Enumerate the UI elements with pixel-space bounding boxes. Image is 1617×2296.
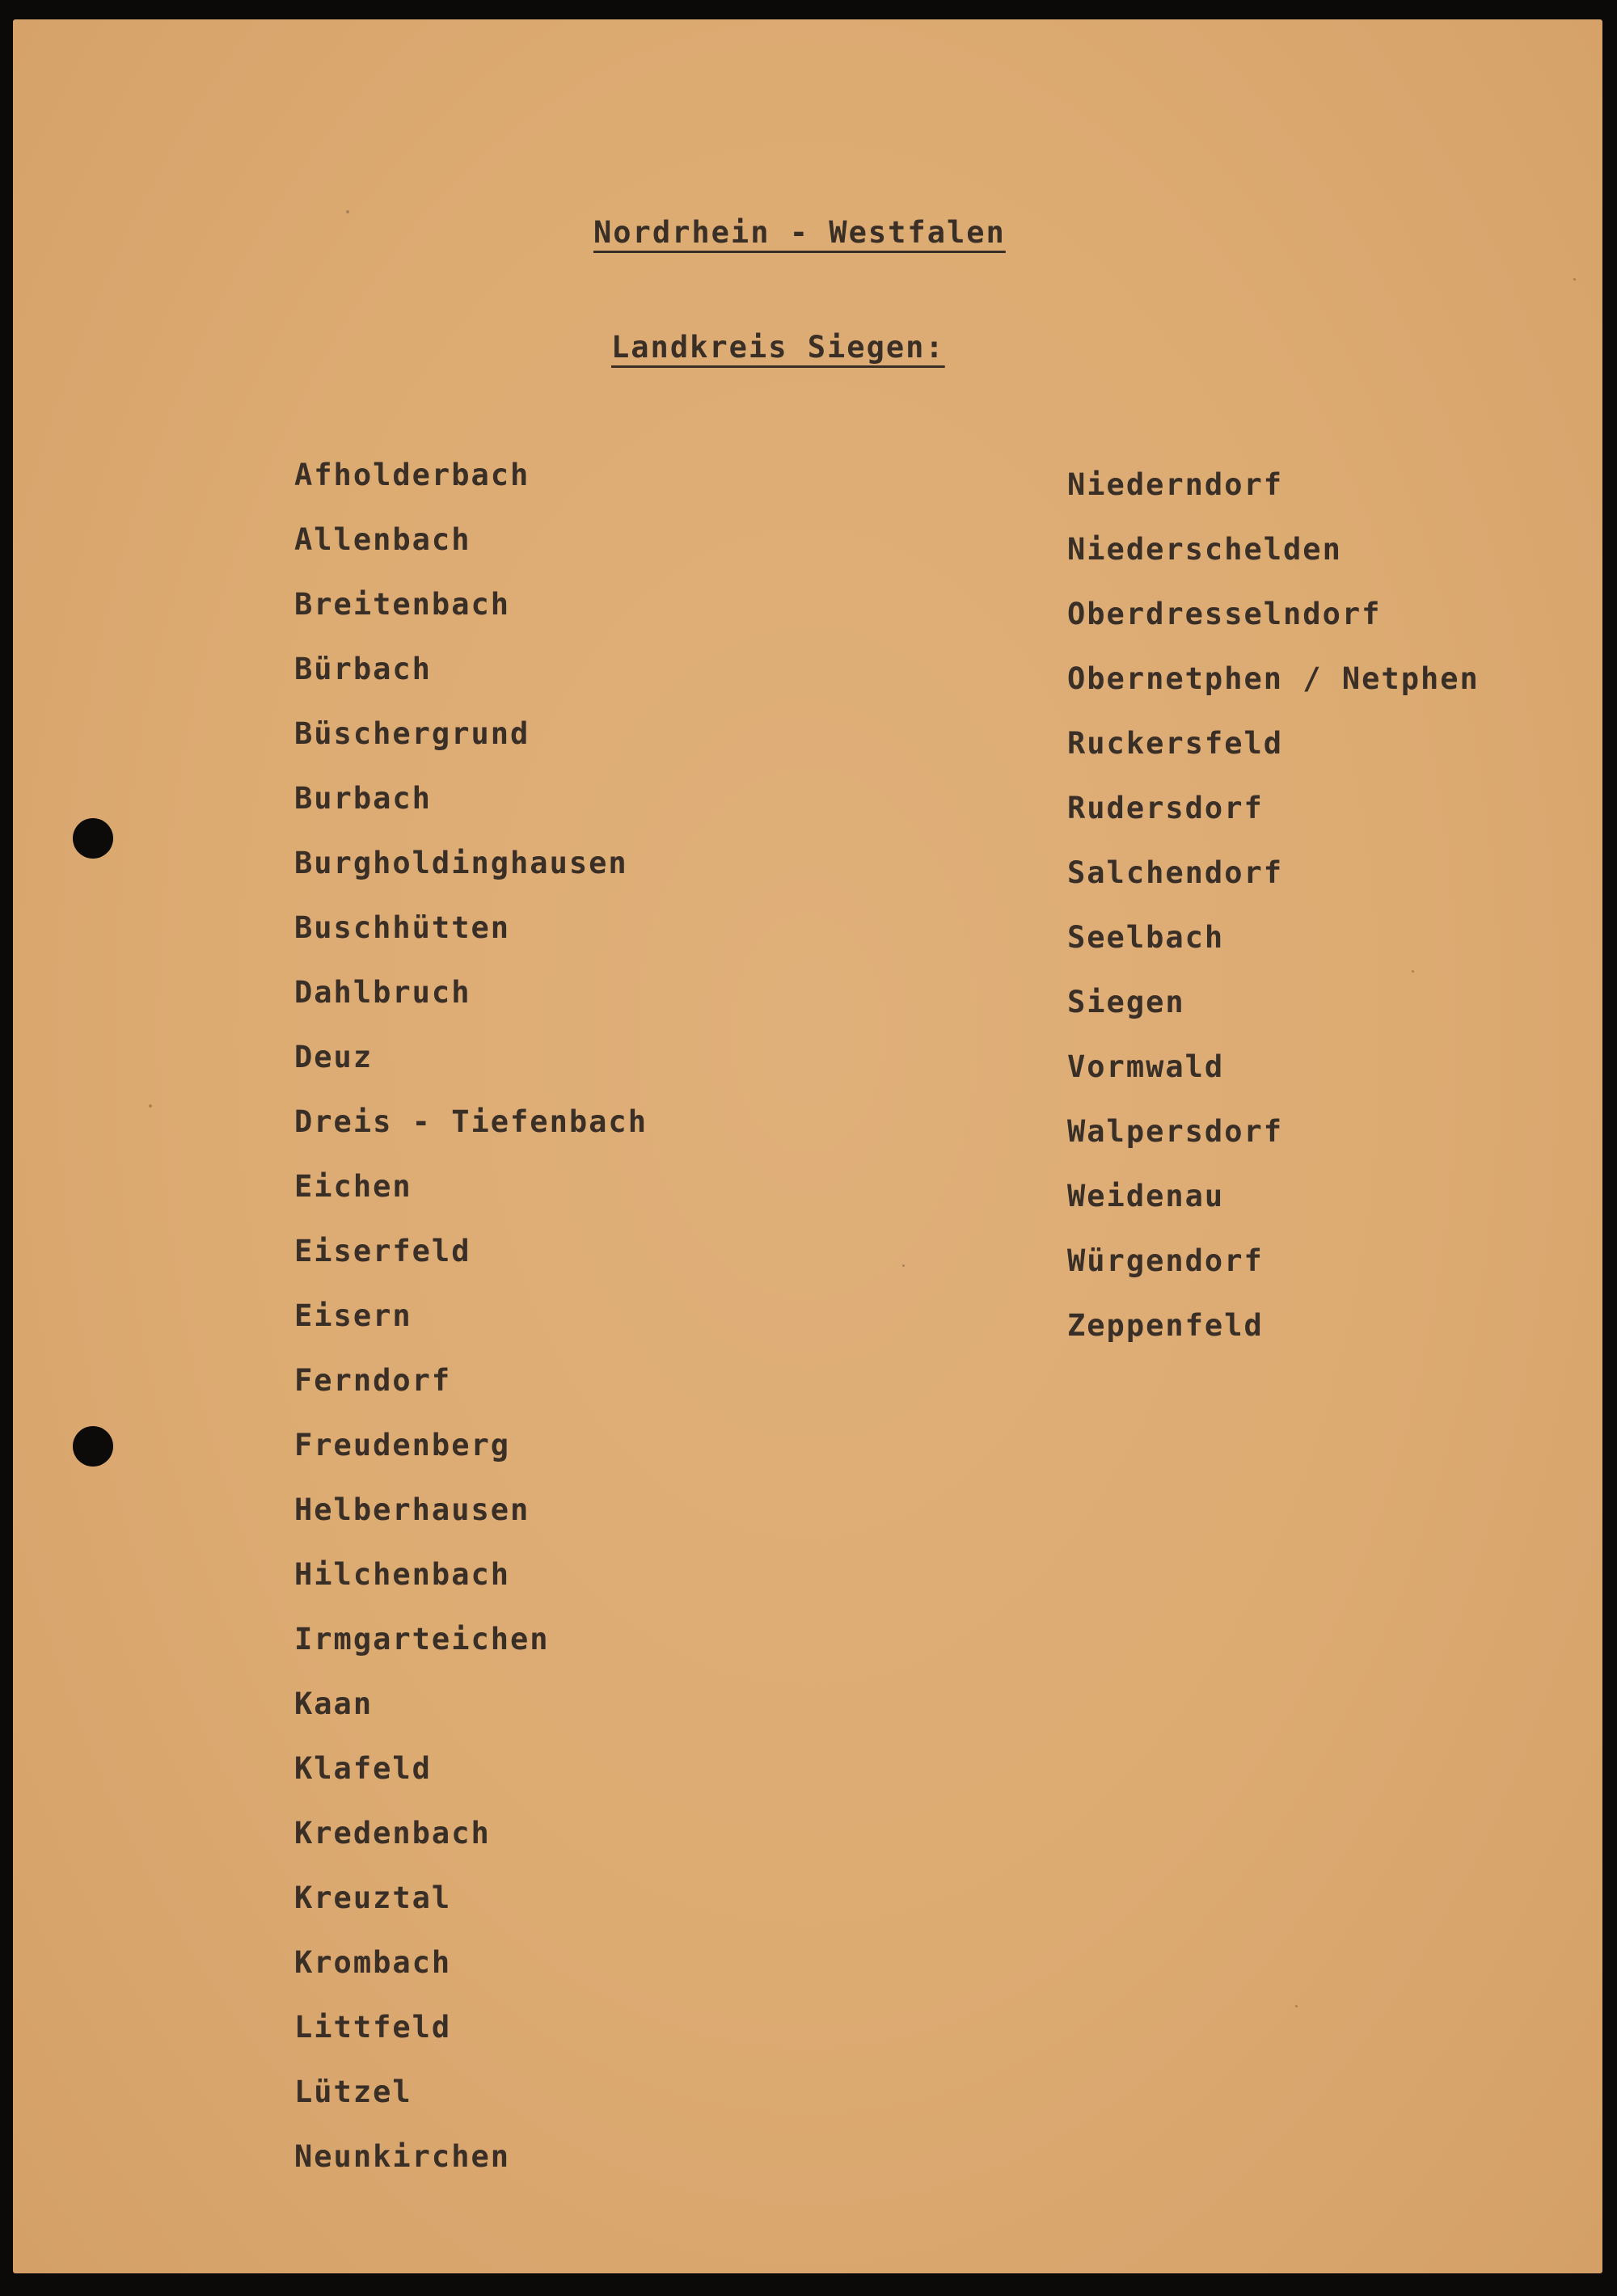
paper-speck	[1573, 278, 1576, 281]
place-name: Siegen	[1067, 985, 1185, 1019]
place-name: Eichen	[294, 1169, 412, 1204]
paper-speck	[1295, 2005, 1298, 2007]
place-name: Eisern	[294, 1298, 412, 1333]
place-name: Ferndorf	[294, 1363, 452, 1398]
place-name: Buschhütten	[294, 910, 511, 945]
place-name: Weidenau	[1067, 1179, 1225, 1213]
place-name: Klafeld	[294, 1751, 432, 1786]
district-heading: Landkreis Siegen:	[611, 330, 945, 365]
place-name: Dreis - Tiefenbach	[294, 1104, 648, 1139]
paper-speck	[902, 1264, 905, 1267]
punch-hole-lower	[73, 1426, 113, 1467]
paper-speck	[149, 1104, 152, 1108]
place-name: Würgendorf	[1067, 1243, 1264, 1278]
place-name: Helberhausen	[294, 1492, 530, 1527]
place-name: Walpersdorf	[1067, 1114, 1284, 1149]
place-name: Seelbach	[1067, 920, 1225, 955]
place-name: Dahlbruch	[294, 975, 471, 1010]
place-name: Obernetphen / Netphen	[1067, 661, 1480, 696]
place-name: Allenbach	[294, 522, 471, 557]
place-name: Neunkirchen	[294, 2139, 511, 2174]
place-name: Kredenbach	[294, 1816, 491, 1851]
place-name: Lützel	[294, 2074, 412, 2109]
paper-speck	[346, 210, 349, 213]
place-name: Vormwald	[1067, 1049, 1225, 1084]
punch-hole-upper	[73, 818, 113, 859]
place-name: Ruckersfeld	[1067, 726, 1284, 761]
place-name: Littfeld	[294, 2010, 452, 2045]
place-name: Freudenberg	[294, 1428, 511, 1462]
place-name: Niederschelden	[1067, 532, 1342, 567]
document-title: Nordrhein - Westfalen	[593, 215, 1006, 250]
place-name: Kaan	[294, 1686, 374, 1721]
place-name: Zeppenfeld	[1067, 1308, 1264, 1343]
place-name: Niederndorf	[1067, 467, 1284, 502]
place-name: Oberdresselndorf	[1067, 597, 1382, 631]
place-name: Rudersdorf	[1067, 791, 1264, 825]
place-name: Deuz	[294, 1040, 374, 1074]
place-name: Büschergrund	[294, 716, 530, 751]
place-name: Eiserfeld	[294, 1234, 471, 1268]
place-name: Hilchenbach	[294, 1557, 511, 1592]
place-name: Afholderbach	[294, 458, 530, 492]
place-name: Burbach	[294, 781, 432, 816]
place-name: Krombach	[294, 1945, 452, 1980]
place-name: Bürbach	[294, 652, 432, 686]
place-name: Breitenbach	[294, 587, 511, 622]
place-name: Salchendorf	[1067, 855, 1284, 890]
place-name: Kreuztal	[294, 1880, 452, 1915]
paper-speck	[1412, 970, 1414, 973]
place-name: Burgholdinghausen	[294, 846, 628, 880]
place-name: Irmgarteichen	[294, 1622, 550, 1657]
